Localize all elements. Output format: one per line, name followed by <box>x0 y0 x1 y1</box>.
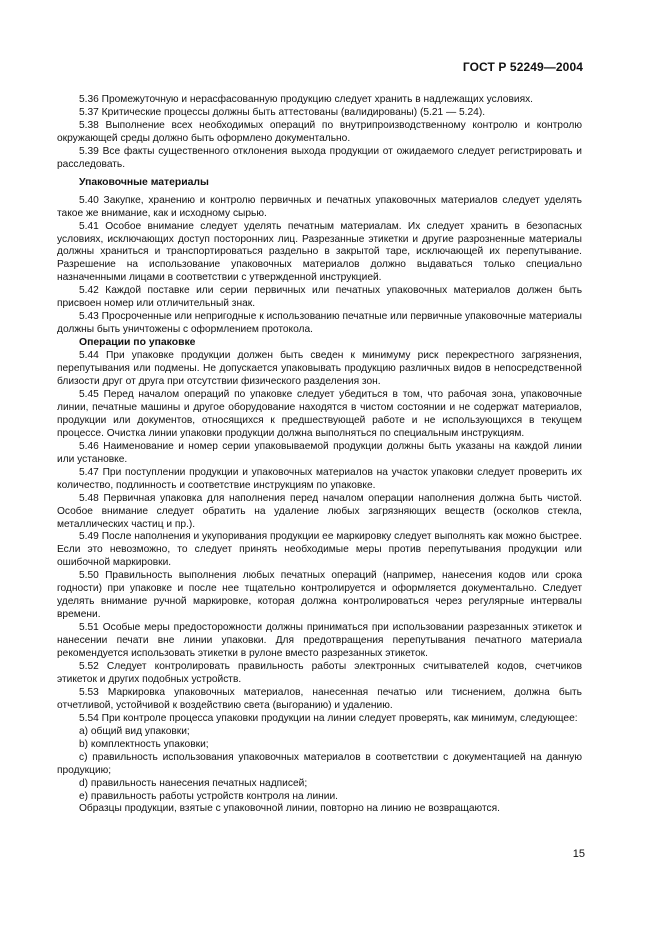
closing-paragraph: Образцы продукции, взятые с упаковочной линии, повторно на линию не возвращаются. <box>79 803 500 815</box>
section-heading-packaging-operations: Операции по упаковке <box>79 337 196 349</box>
paragraph-5-53: 5.53 Маркировка упаковочных материалов, нанесенная печатью или тиснением, должна быть отчетливой, устойчивой к воздействию света (выгоранию) и удалению. <box>57 686 582 711</box>
paragraph-5-37: 5.37 Критические процессы должны быть аттестованы (валидированы) (5.21 — 5.24). <box>79 106 486 118</box>
paragraph-5-47: 5.47 При поступлении продукции и упаковочных материалов на участок упаковки следует проверить их количество, подлинность и соответствие инструкциям по упаковке. <box>57 466 582 491</box>
list-item-a: a) общий вид упаковки; <box>79 725 190 737</box>
paragraph-5-42: 5.42 Каждой поставке или серии первичных или печатных упаковочных материалов должен быть присвоен номер или отличительный знак. <box>57 285 582 310</box>
paragraph-5-40: 5.40 Закупке, хранению и контролю первичных и печатных упаковочных материалов следует уделять такое же внимание, как и исходному сырью. <box>57 194 582 219</box>
paragraph-5-49: 5.49 После наполнения и укупоривания продукции ее маркировку следует выполнять как можно быстрее. Если это невозможно, то следует принять необходимые меры против перепутывания продукции или ошибочной маркировки. <box>57 531 582 569</box>
list-item-b: b) комплектность упаковки; <box>79 738 209 750</box>
paragraph-5-50: 5.50 Правильность выполнения любых печатных операций (например, нанесения кодов или срока годности) при упаковке и после нее тщательно контролируется и оформляется документально. Следует уделять внимание ручной маркировке, которая должна контролироваться через регулярные интервалы времени. <box>57 570 582 621</box>
paragraph-5-52: 5.52 Следует контролировать правильность работы электронных считывателей кодов, счетчиков этикеток и других подобных устройств. <box>57 660 582 685</box>
paragraph-5-36: 5.36 Промежуточную и нерасфасованную продукцию следует хранить в надлежащих условиях. <box>79 94 534 105</box>
document-code: ГОСТ Р 52249—2004 <box>462 60 583 74</box>
page-number: 15 <box>572 848 585 860</box>
list-item-c: c) правильность использования упаковочных материалов в соответствии с документацией на данную продукцию; <box>57 751 582 776</box>
paragraph-5-54: 5.54 При контроле процесса упаковки продукции на линии следует проверять, как минимум, следующее: <box>79 712 578 724</box>
list-item-e: e) правильность работы устройств контроля на линии. <box>79 790 338 802</box>
paragraph-5-41: 5.41 Особое внимание следует уделять печатным материалам. Их следует хранить в безопасных условиях, исключающих доступ посторонних лиц. Разрезанные этикетки и другие разрозненные материалы должны храниться и транспортироваться раздельно в закрытой таре, исключающей их перепутывание. Разрешение на использование упаковочных материалов должно выдаваться только специально назначенными лицами в соответствии с утвержденной инструкцией. <box>57 220 582 284</box>
section-heading-packaging-materials: Упаковочные материалы <box>79 176 209 188</box>
paragraph-5-38: 5.38 Выполнение всех необходимых операций по внутрипроизводственному контролю и контролю окружающей среды должно быть оформлено документально. <box>57 119 582 144</box>
document-body <box>57 94 582 816</box>
paragraph-5-51: 5.51 Особые меры предосторожности должны приниматься при использовании разрезанных этикеток и нанесении печати вне линии упаковки. Для предотвращения перепутывания печатного материала рекомендуется использовать этикетки в рулоне вместо разрезанных этикеток. <box>57 622 582 660</box>
paragraph-5-39: 5.39 Все факты существенного отклонения выхода продукции от ожидаемого следует регистрировать и расследовать. <box>57 145 582 170</box>
list-item-d: d) правильность нанесения печатных надписей; <box>79 777 308 789</box>
paragraph-5-46: 5.46 Наименование и номер серии упаковываемой продукции должны быть указаны на каждой линии или установке. <box>57 440 582 465</box>
paragraph-5-44: 5.44 При упаковке продукции должен быть сведен к минимуму риск перекрестного загрязнения, перепутывания или подмены. Не допускается упаковывать продукцию различных видов в непосредственной близости друг от друга при отсутствии физического разделения зон. <box>57 350 582 388</box>
paragraph-5-45: 5.45 Перед началом операций по упаковке следует убедиться в том, что рабочая зона, упаковочные линии, печатные машины и другое оборудование находятся в чистом состоянии и не содержат материалов, продукции или документов, относящихся к предшествующей работе и не использующихся в текущем процессе. Очистка линии упаковки продукции должна выполняться по специальным инструкциям. <box>57 388 582 439</box>
paragraph-5-43: 5.43 Просроченные или непригодные к использованию печатные или первичные упаковочные материалы должны быть уничтожены с оформлением протокола. <box>57 311 582 336</box>
paragraph-5-48: 5.48 Первичная упаковка для наполнения перед началом операции наполнения должна быть чистой. Особое внимание следует обратить на удаление любых загрязняющих веществ (осколков стекла, металлических частиц и пр.). <box>57 492 582 530</box>
